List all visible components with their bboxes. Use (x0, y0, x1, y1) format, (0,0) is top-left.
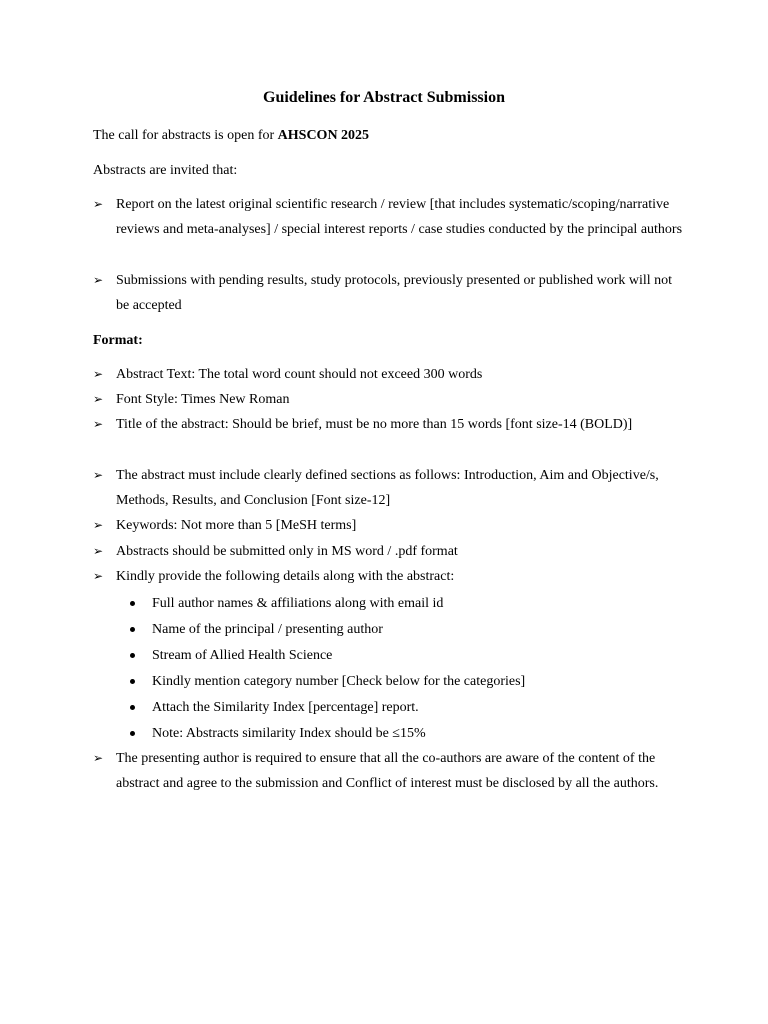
list-item (93, 412, 683, 437)
event-name: AHSCON 2025 (277, 128, 370, 143)
round-bullet-icon (128, 669, 138, 694)
arrow-bullet-icon: ➢ (93, 392, 104, 406)
sub-list-item-text: Attach the Similarity Index [percentage] report. (152, 700, 419, 715)
sub-list-item (128, 643, 688, 668)
sub-list-item (128, 591, 688, 616)
arrow-bullet-icon: ➢ (93, 468, 104, 482)
sub-list-item-text: Full author names & affiliations along with email id (152, 596, 444, 611)
sub-list-item-text: Name of the principal / presenting author (152, 622, 383, 637)
sub-list-item (128, 669, 688, 694)
intro-paragraph (93, 127, 369, 145)
arrow-bullet-icon: ➢ (93, 417, 104, 431)
list-item-text: Report on the latest original scientific research / review [that includes systematic/scoping/narrative reviews and meta-analyses] / special interest reports / case studies conducted by the principal authors (116, 197, 683, 238)
list-item-text: The abstract must include clearly defined sections as follows: Introduction, Aim and Objective/s, Methods, Results, and Conclusion [Font size-12] (116, 468, 659, 509)
list-item-text: Title of the abstract: Should be brief, must be no more than 15 words [font size-14 (BOLD)] (116, 417, 633, 432)
arrow-bullet-icon: ➢ (93, 518, 104, 532)
round-bullet-icon (128, 617, 138, 642)
format-heading: Format: (93, 333, 143, 348)
list-item-text: Abstract Text: The total word count should not exceed 300 words (116, 367, 483, 382)
list-item (93, 564, 683, 589)
arrow-bullet-icon: ➢ (93, 544, 104, 558)
list-item (93, 268, 683, 319)
arrow-bullet-icon: ➢ (93, 273, 104, 287)
list-item (93, 362, 683, 387)
list-item (93, 513, 683, 538)
sub-list-item (128, 695, 688, 720)
sub-list-item-text: Note: Abstracts similarity Index should be ≤15% (152, 726, 426, 741)
arrow-bullet-icon: ➢ (93, 569, 104, 583)
list-item (93, 387, 683, 412)
list-item (93, 539, 683, 564)
round-bullet-icon (128, 643, 138, 668)
sub-list-item (128, 721, 688, 746)
list-item-text: Submissions with pending results, study protocols, previously presented or published work will not be accepted (116, 273, 673, 314)
arrow-bullet-icon: ➢ (93, 197, 104, 211)
sub-list-item-text: Kindly mention category number [Check below for the categories] (152, 674, 526, 689)
arrow-bullet-icon: ➢ (93, 367, 104, 381)
list-item (93, 463, 683, 514)
intro-text: The call for abstracts is open for (93, 128, 278, 143)
round-bullet-icon (128, 721, 138, 746)
list-item-text: Font Style: Times New Roman (116, 392, 290, 407)
list-item-text: Abstracts should be submitted only in MS word / .pdf format (116, 544, 458, 559)
sub-list-item (128, 617, 688, 642)
page-title: Guidelines for Abstract Submission (263, 89, 505, 106)
round-bullet-icon (128, 695, 138, 720)
list-item (93, 746, 683, 797)
list-item-text: Keywords: Not more than 5 [MeSH terms] (116, 518, 357, 533)
round-bullet-icon (128, 591, 138, 616)
sub-list-item-text: Stream of Allied Health Science (152, 648, 333, 663)
list-item-text: Kindly provide the following details along with the abstract: (116, 569, 455, 584)
list-item-text: The presenting author is required to ensure that all the co-authors are aware of the content of the abstract and agree to the submission and Conflict of interest must be disclosed by all the authors. (116, 751, 659, 792)
list-item (93, 192, 683, 243)
invited-label: Abstracts are invited that: (93, 163, 238, 178)
arrow-bullet-icon: ➢ (93, 751, 104, 765)
